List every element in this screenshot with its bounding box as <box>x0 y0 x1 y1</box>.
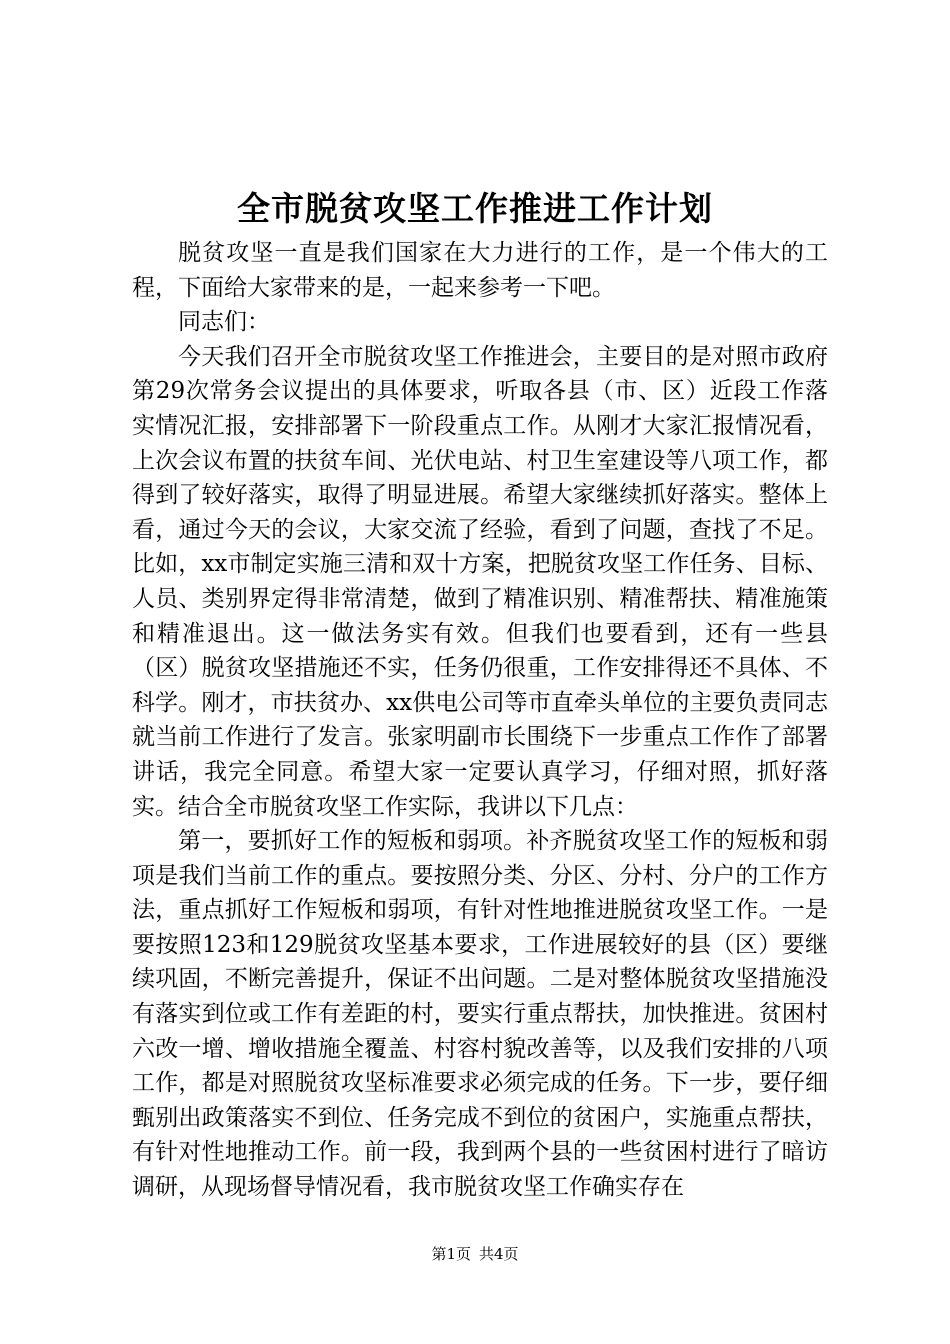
page-number: 第1页 <box>431 1245 471 1263</box>
page-footer <box>0 1244 950 1264</box>
salutation: 同志们： <box>178 309 270 336</box>
body-paragraph: 今天我们召开全市脱贫攻坚工作推进会，主要目的是对照市政府第29次常务会议提出的具体要求，听取各县（市、区）近段工作落实情况汇报，安排部署下一阶段重点工作。从刚才大家汇报情况看，上次会议布置的扶贫车间、光伏电站、村卫生室建设等八项工作，都得到了较好落实，取得了明显进展。希望大家继续抓好落实。整体上看，通过今天的会议，大家交流了经验，看到了问题，查找了不足。比如，xx市制定实施三清和双十方案，把脱贫攻坚工作任务、目标、人员、类别界定得非常清楚，做到了精准识别、精准帮扶、精准施策和精准退出。这一做法务实有效。但我们也要看到，还有一些县（区）脱贫攻坚措施还不实，任务仍很重，工作安排得还不具体、不科学。刚才，市扶贫办、xx供电公司等市直牵头单位的主要负责同志就当前工作进行了发言。张家明副市长围绕下一步重点工作作了部署讲话，我完全同意。希望大家一定要认真学习，仔细对照，抓好落实。结合全市脱贫攻坚工作实际，我讲以下几点： <box>132 343 828 820</box>
page-total: 共4页 <box>479 1245 519 1263</box>
document-body <box>132 236 828 1205</box>
body-paragraph: 第一，要抓好工作的短板和弱项。补齐脱贫攻坚工作的短板和弱项是我们当前工作的重点。要按照分类、分区、分村、分户的工作方法，重点抓好工作短板和弱项，有针对性地推进脱贫攻坚工作。一是要按照123和129脱贫攻坚基本要求，工作进展较好的县（区）要继续巩固，不断完善提升，保证不出问题。二是对整体脱贫攻坚措施没有落实到位或工作有差距的村，要实行重点帮扶，加快推进。贫困村六改一增、增收措施全覆盖、村容村貌改善等，以及我们安排的八项工作，都是对照脱贫攻坚标准要求必须完成的任务。下一步，要仔细甄别出政策落实不到位、任务完成不到位的贫困户，实施重点帮扶，有针对性地推动工作。前一段，我到两个县的一些贫困村进行了暗访调研，从现场督导情况看，我市脱贫攻坚工作确实存在 <box>132 828 828 1201</box>
document-title: 全市脱贫攻坚工作推进工作计划 <box>237 189 713 228</box>
intro-paragraph: 脱贫攻坚一直是我们国家在大力进行的工作，是一个伟大的工程，下面给大家带来的是，一起来参考一下吧。 <box>132 240 828 301</box>
